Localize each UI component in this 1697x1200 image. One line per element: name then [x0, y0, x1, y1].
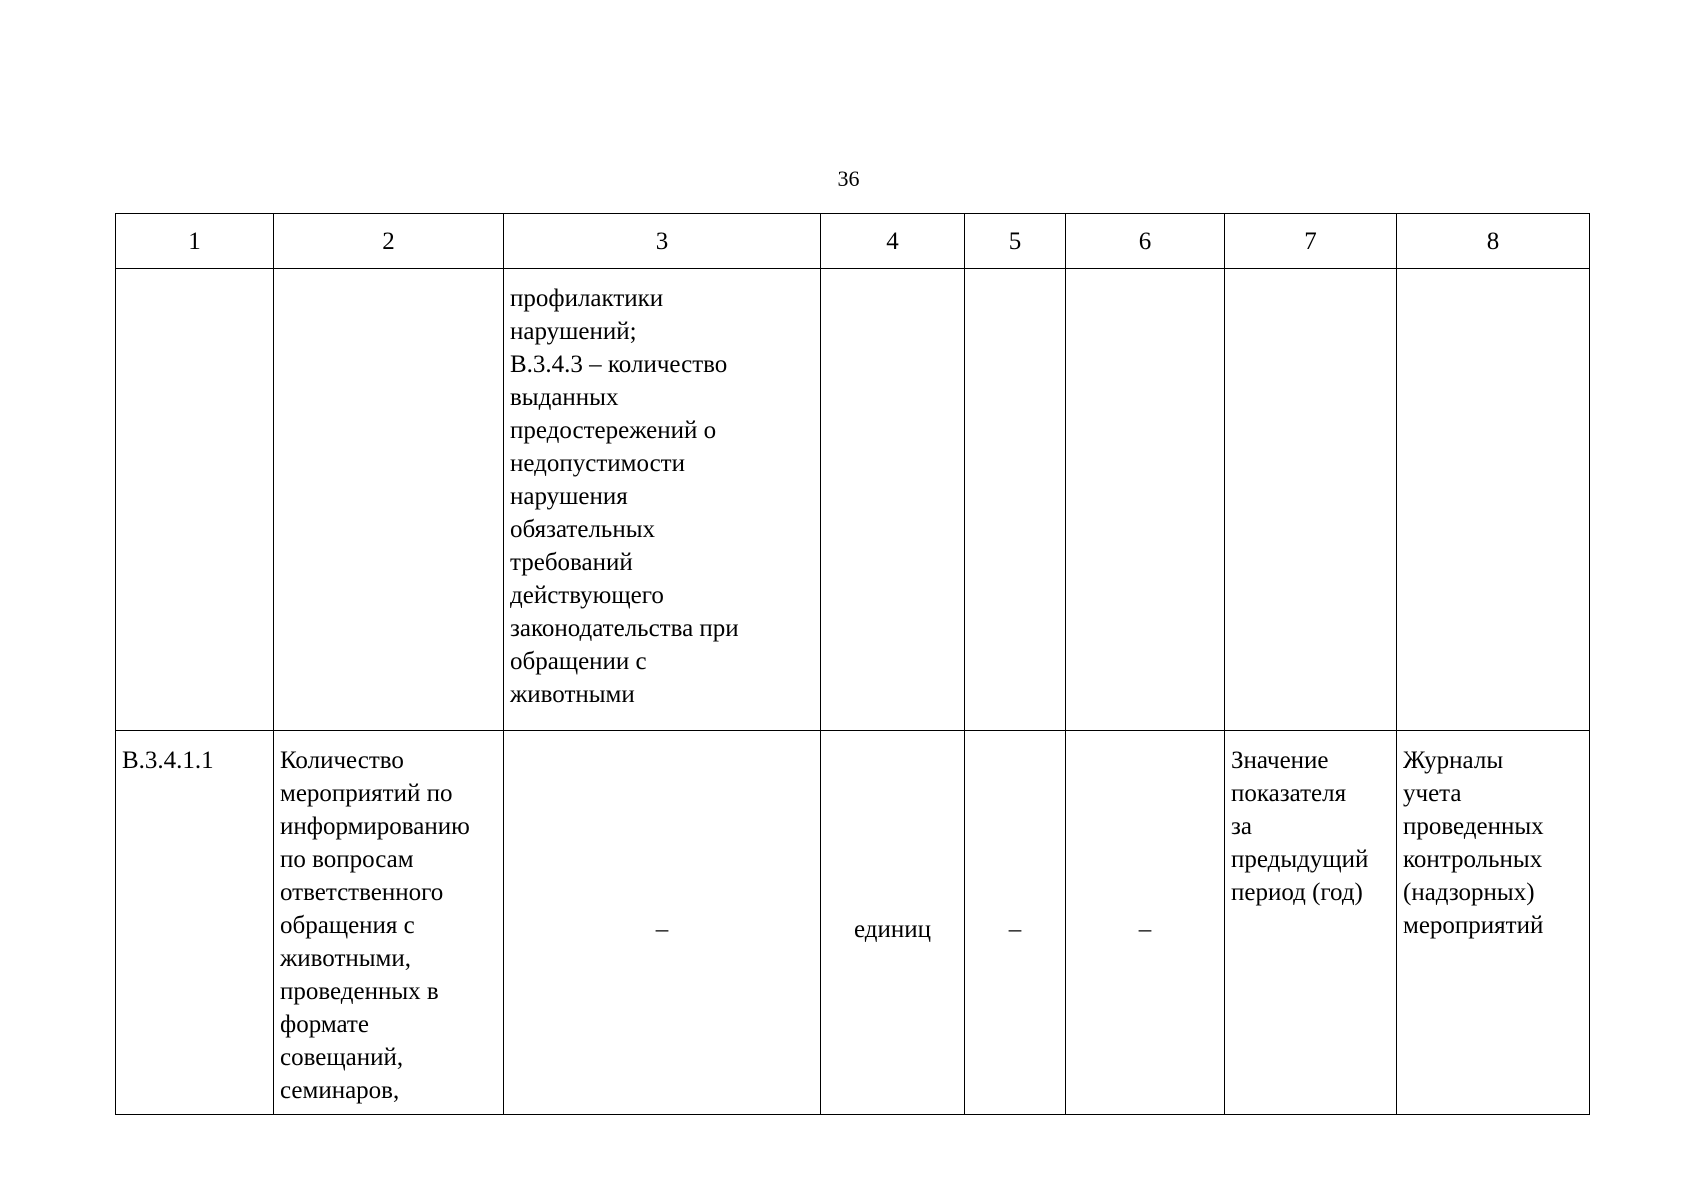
- text-line: проведенных: [1403, 813, 1544, 840]
- text-line: формате: [280, 1011, 369, 1038]
- text-line: животными: [510, 681, 635, 708]
- text-line: обращении с: [510, 648, 647, 675]
- text-line: действующего: [510, 582, 664, 609]
- text-line: предостережений о: [510, 417, 717, 444]
- column-header-4: 4: [821, 214, 965, 269]
- text-line: В.3.4.3 – количество: [510, 351, 728, 378]
- text-line: мероприятий по: [280, 780, 453, 807]
- text-line: обязательных: [510, 516, 655, 543]
- text-line: предыдущий: [1231, 846, 1369, 873]
- text-line: ответственного: [280, 879, 444, 906]
- text-line: информированию: [280, 813, 470, 840]
- cell-base-value: [1225, 731, 1397, 1115]
- column-header-6: 6: [1066, 214, 1225, 269]
- column-header-2: 2: [274, 214, 504, 269]
- text-line: мероприятий: [1403, 912, 1544, 939]
- text-line: проведенных в: [280, 978, 439, 1005]
- text-line: законодательства при: [510, 615, 739, 642]
- text-line: выданных: [510, 384, 619, 411]
- text-line: нарушения: [510, 483, 628, 510]
- cell-indicator-name: [274, 731, 504, 1115]
- text-line: период (год): [1231, 879, 1363, 906]
- text-line: совещаний,: [280, 1044, 404, 1071]
- table-header-row: [116, 214, 1590, 269]
- text-line: Журналы: [1403, 747, 1504, 774]
- text-line: семинаров,: [280, 1077, 400, 1104]
- text-line: недопустимости: [510, 450, 685, 477]
- cell-col5-dash: –: [965, 731, 1066, 1115]
- table-row-b3411: [116, 731, 1590, 1115]
- text-line: контрольных: [1403, 846, 1543, 873]
- cell-continuation-col1: [116, 269, 274, 731]
- cell-data-source: [1397, 731, 1590, 1115]
- cell-continuation-col8: [1397, 269, 1590, 731]
- cell-continuation-col3: [504, 269, 821, 731]
- text-line: обращения с: [280, 912, 415, 939]
- cell-continuation-col5: [965, 269, 1066, 731]
- cell-col6-dash: –: [1066, 731, 1225, 1115]
- text-line: за: [1231, 813, 1252, 840]
- text-line: животными,: [280, 945, 412, 972]
- page-number: 36: [837, 166, 860, 191]
- column-header-5: 5: [965, 214, 1066, 269]
- cell-col3-dash: –: [504, 731, 821, 1115]
- cell-continuation-col4: [821, 269, 965, 731]
- column-header-8: 8: [1397, 214, 1590, 269]
- text-line: (надзорных): [1403, 879, 1535, 906]
- text-line: показателя: [1231, 780, 1347, 807]
- cell-continuation-col7: [1225, 269, 1397, 731]
- text-line: учета: [1403, 780, 1462, 807]
- cell-indicator-code: В.3.4.1.1: [116, 731, 274, 1115]
- cell-continuation-col6: [1066, 269, 1225, 731]
- table-row-continuation: [116, 269, 1590, 731]
- text-line: по вопросам: [280, 846, 414, 873]
- column-header-7: 7: [1225, 214, 1397, 269]
- column-header-1: 1: [116, 214, 274, 269]
- text-line: Значение: [1231, 747, 1329, 774]
- text-line: профилактики: [510, 285, 664, 312]
- cell-continuation-col2: [274, 269, 504, 731]
- text-line: требований: [510, 549, 633, 576]
- cell-unit: единиц: [821, 731, 965, 1115]
- indicators-table: [115, 213, 1590, 1115]
- column-header-3: 3: [504, 214, 821, 269]
- text-line: нарушений;: [510, 318, 637, 345]
- text-line: Количество: [280, 747, 404, 774]
